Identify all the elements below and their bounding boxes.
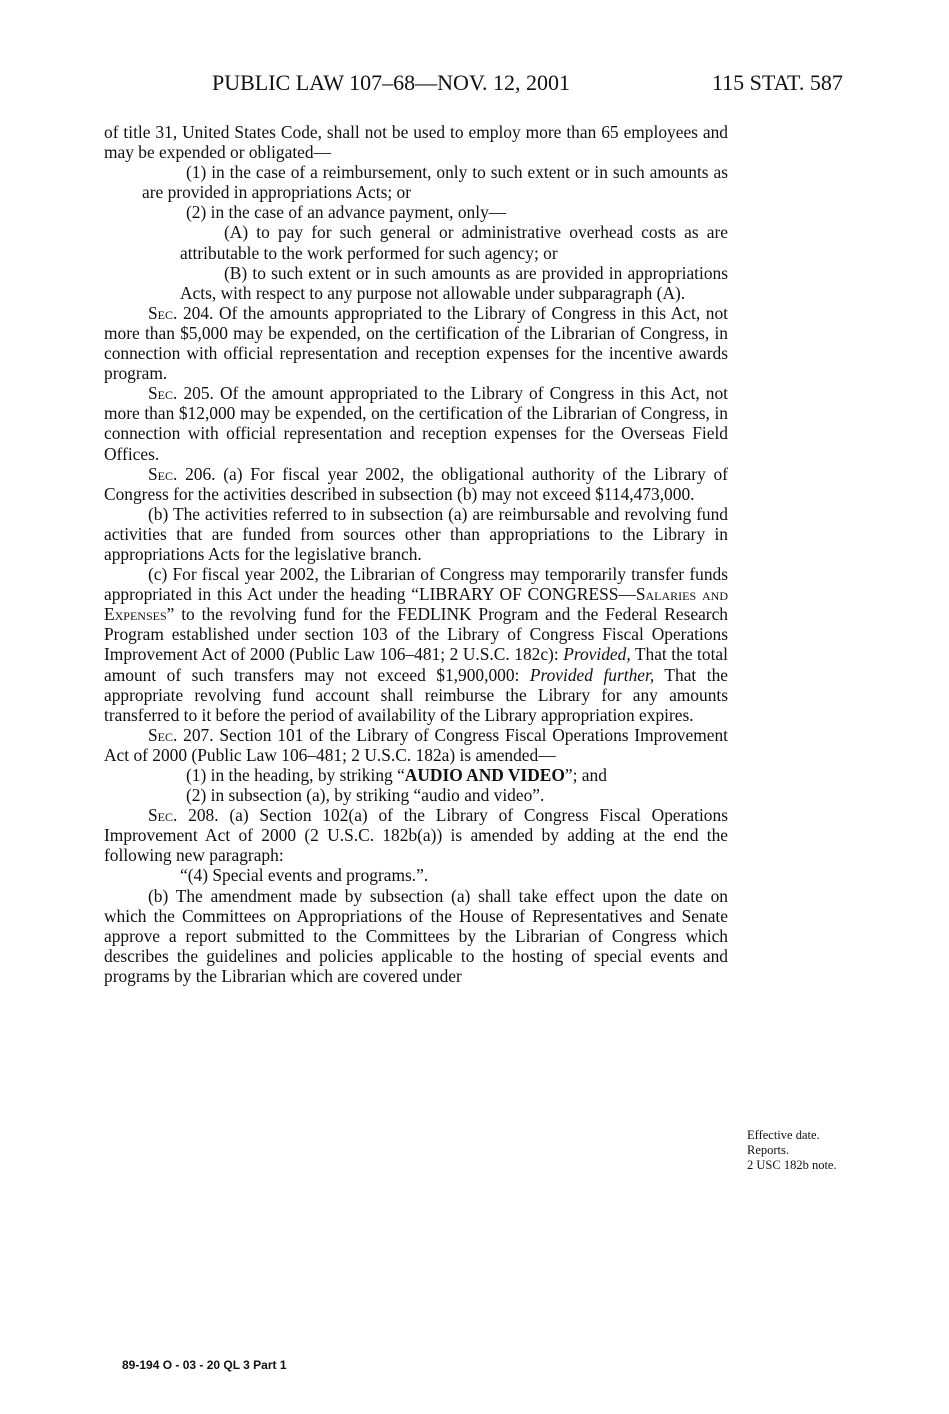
- section-text: Of the amount appropriated to the Library of Congress in this Act, not more than $12,000 may be expended, on the certification of the Librarian of Congress, in connection with official representation and reception expenses for the Overseas Field Offices.: [104, 383, 728, 464]
- inserted-paragraph: “(4) Special events and programs.”.: [180, 865, 429, 886]
- section-number: 207.: [183, 724, 214, 745]
- section-205: [104, 383, 728, 463]
- print-code-footer: 89-194 O - 03 - 20 QL 3 Part 1: [122, 1358, 287, 1372]
- section-text: (c) For fiscal year 2002, the Librarian of Congress may temporarily transfer funds appropriated in this Act under the heading “LIBRARY OF CONGRESS—: [104, 564, 728, 605]
- section-number: 204.: [182, 302, 214, 323]
- heading-small-caps: Salaries and Expenses: [104, 584, 728, 625]
- proviso: Provided further,: [529, 664, 655, 685]
- section-208: [104, 805, 728, 865]
- margin-note: 2 USC 182b note.: [747, 1158, 837, 1172]
- margin-notes: [747, 1128, 917, 1173]
- section-text: ” to the revolving fund for the FEDLINK Program and the Federal Research Program established under section 103 of the Library of Congress Fiscal Operations Improvement Act of 2000 (Public Law 106–481; 2 U.S.C. 182c):: [104, 604, 728, 665]
- section-206: [104, 464, 728, 504]
- section-207-clause-2: (2) in subsection (a), by striking “audio and video”.: [186, 785, 545, 806]
- section-text: That the total amount of such transfers may not exceed $1,900,000:: [104, 644, 728, 685]
- section-text: Section 101 of the Library of Congress Fiscal Operations Improvement Act of 2000 (Public Law 106–481; 2 U.S.C. 182a) is amended—: [104, 724, 728, 765]
- section-label: Sec.: [148, 383, 178, 404]
- section-text: (1) in the heading, by striking “: [186, 765, 405, 785]
- clause-1: (1) in the case of a reimbursement, only to such extent or in such amounts as are provided in appropriations Acts; or: [142, 162, 728, 203]
- margin-note: Effective date.: [747, 1128, 820, 1142]
- section-number: 208.: [188, 805, 219, 826]
- section-207: [104, 725, 728, 765]
- running-head: [0, 70, 949, 104]
- section-label: Sec.: [148, 463, 178, 484]
- section-text: (a) Section 102(a) of the Library of Congress Fiscal Operations Improvement Act of 2000 (2 U.S.C. 182b(a)) is amended by adding at the end the following new paragraph:: [104, 805, 728, 866]
- section-208-b: (b) The amendment made by subsection (a) shall take effect upon the date on which the Committees on Appropriations of the House of Representatives and Senate approve a report submitted to the Committees by the Librarian of Congress which describes the guidelines and policies applicable to the hosting of special events and programs by the Librarian which are covered under: [104, 885, 728, 986]
- section-label: Sec.: [148, 724, 178, 745]
- section-label: Sec.: [148, 805, 178, 826]
- clause-2: (2) in the case of an advance payment, only—: [186, 202, 507, 223]
- section-207-clause-1: [104, 765, 728, 785]
- section-text: That the appropriate revolving fund account shall reimburse the Library for any amounts transferred to it before the period of availability of the Library appropriation expires.: [104, 664, 728, 725]
- paragraph-continuation: of title 31, United States Code, shall not be used to employ more than 65 employees and may be expended or obligated—: [104, 122, 728, 163]
- subclause-b: (B) to such extent or in such amounts as are provided in appropriations Acts, with respect to any purpose not allowable under subparagraph (A).: [180, 262, 728, 303]
- section-text: ”; and: [564, 765, 607, 785]
- section-204: [104, 303, 728, 383]
- section-text: Of the amounts appropriated to the Library of Congress in this Act, not more than $5,000 may be expended, on the certification of the Librarian of Congress, in connection with official representation and reception expenses for the incentive awards program.: [104, 302, 728, 384]
- section-number: 205.: [183, 383, 214, 404]
- margin-note: Reports.: [747, 1143, 790, 1157]
- struck-heading: AUDIO AND VIDEO: [404, 765, 565, 785]
- section-number: 206.: [185, 463, 216, 484]
- subclause-a: (A) to pay for such general or administrative overhead costs as are attributable to the work performed for such agency; or: [180, 222, 728, 263]
- section-label: Sec.: [148, 302, 178, 323]
- running-head-title: PUBLIC LAW 107–68—NOV. 12, 2001: [212, 70, 570, 95]
- page-stat-citation: 115 STAT. 587: [712, 70, 843, 95]
- section-206-b: (b) The activities referred to in subsection (a) are reimbursable and revolving fund activities that are funded from sources other than appropriations to the Library in appropriations Acts for the legislative branch.: [104, 503, 728, 564]
- proviso: Provided,: [563, 644, 631, 665]
- section-206-c: [104, 564, 728, 725]
- section-text: (a) For fiscal year 2002, the obligational authority of the Library of Congress for the activities described in subsection (b) may not exceed $114,473,000.: [104, 463, 728, 504]
- document-body: [104, 122, 728, 986]
